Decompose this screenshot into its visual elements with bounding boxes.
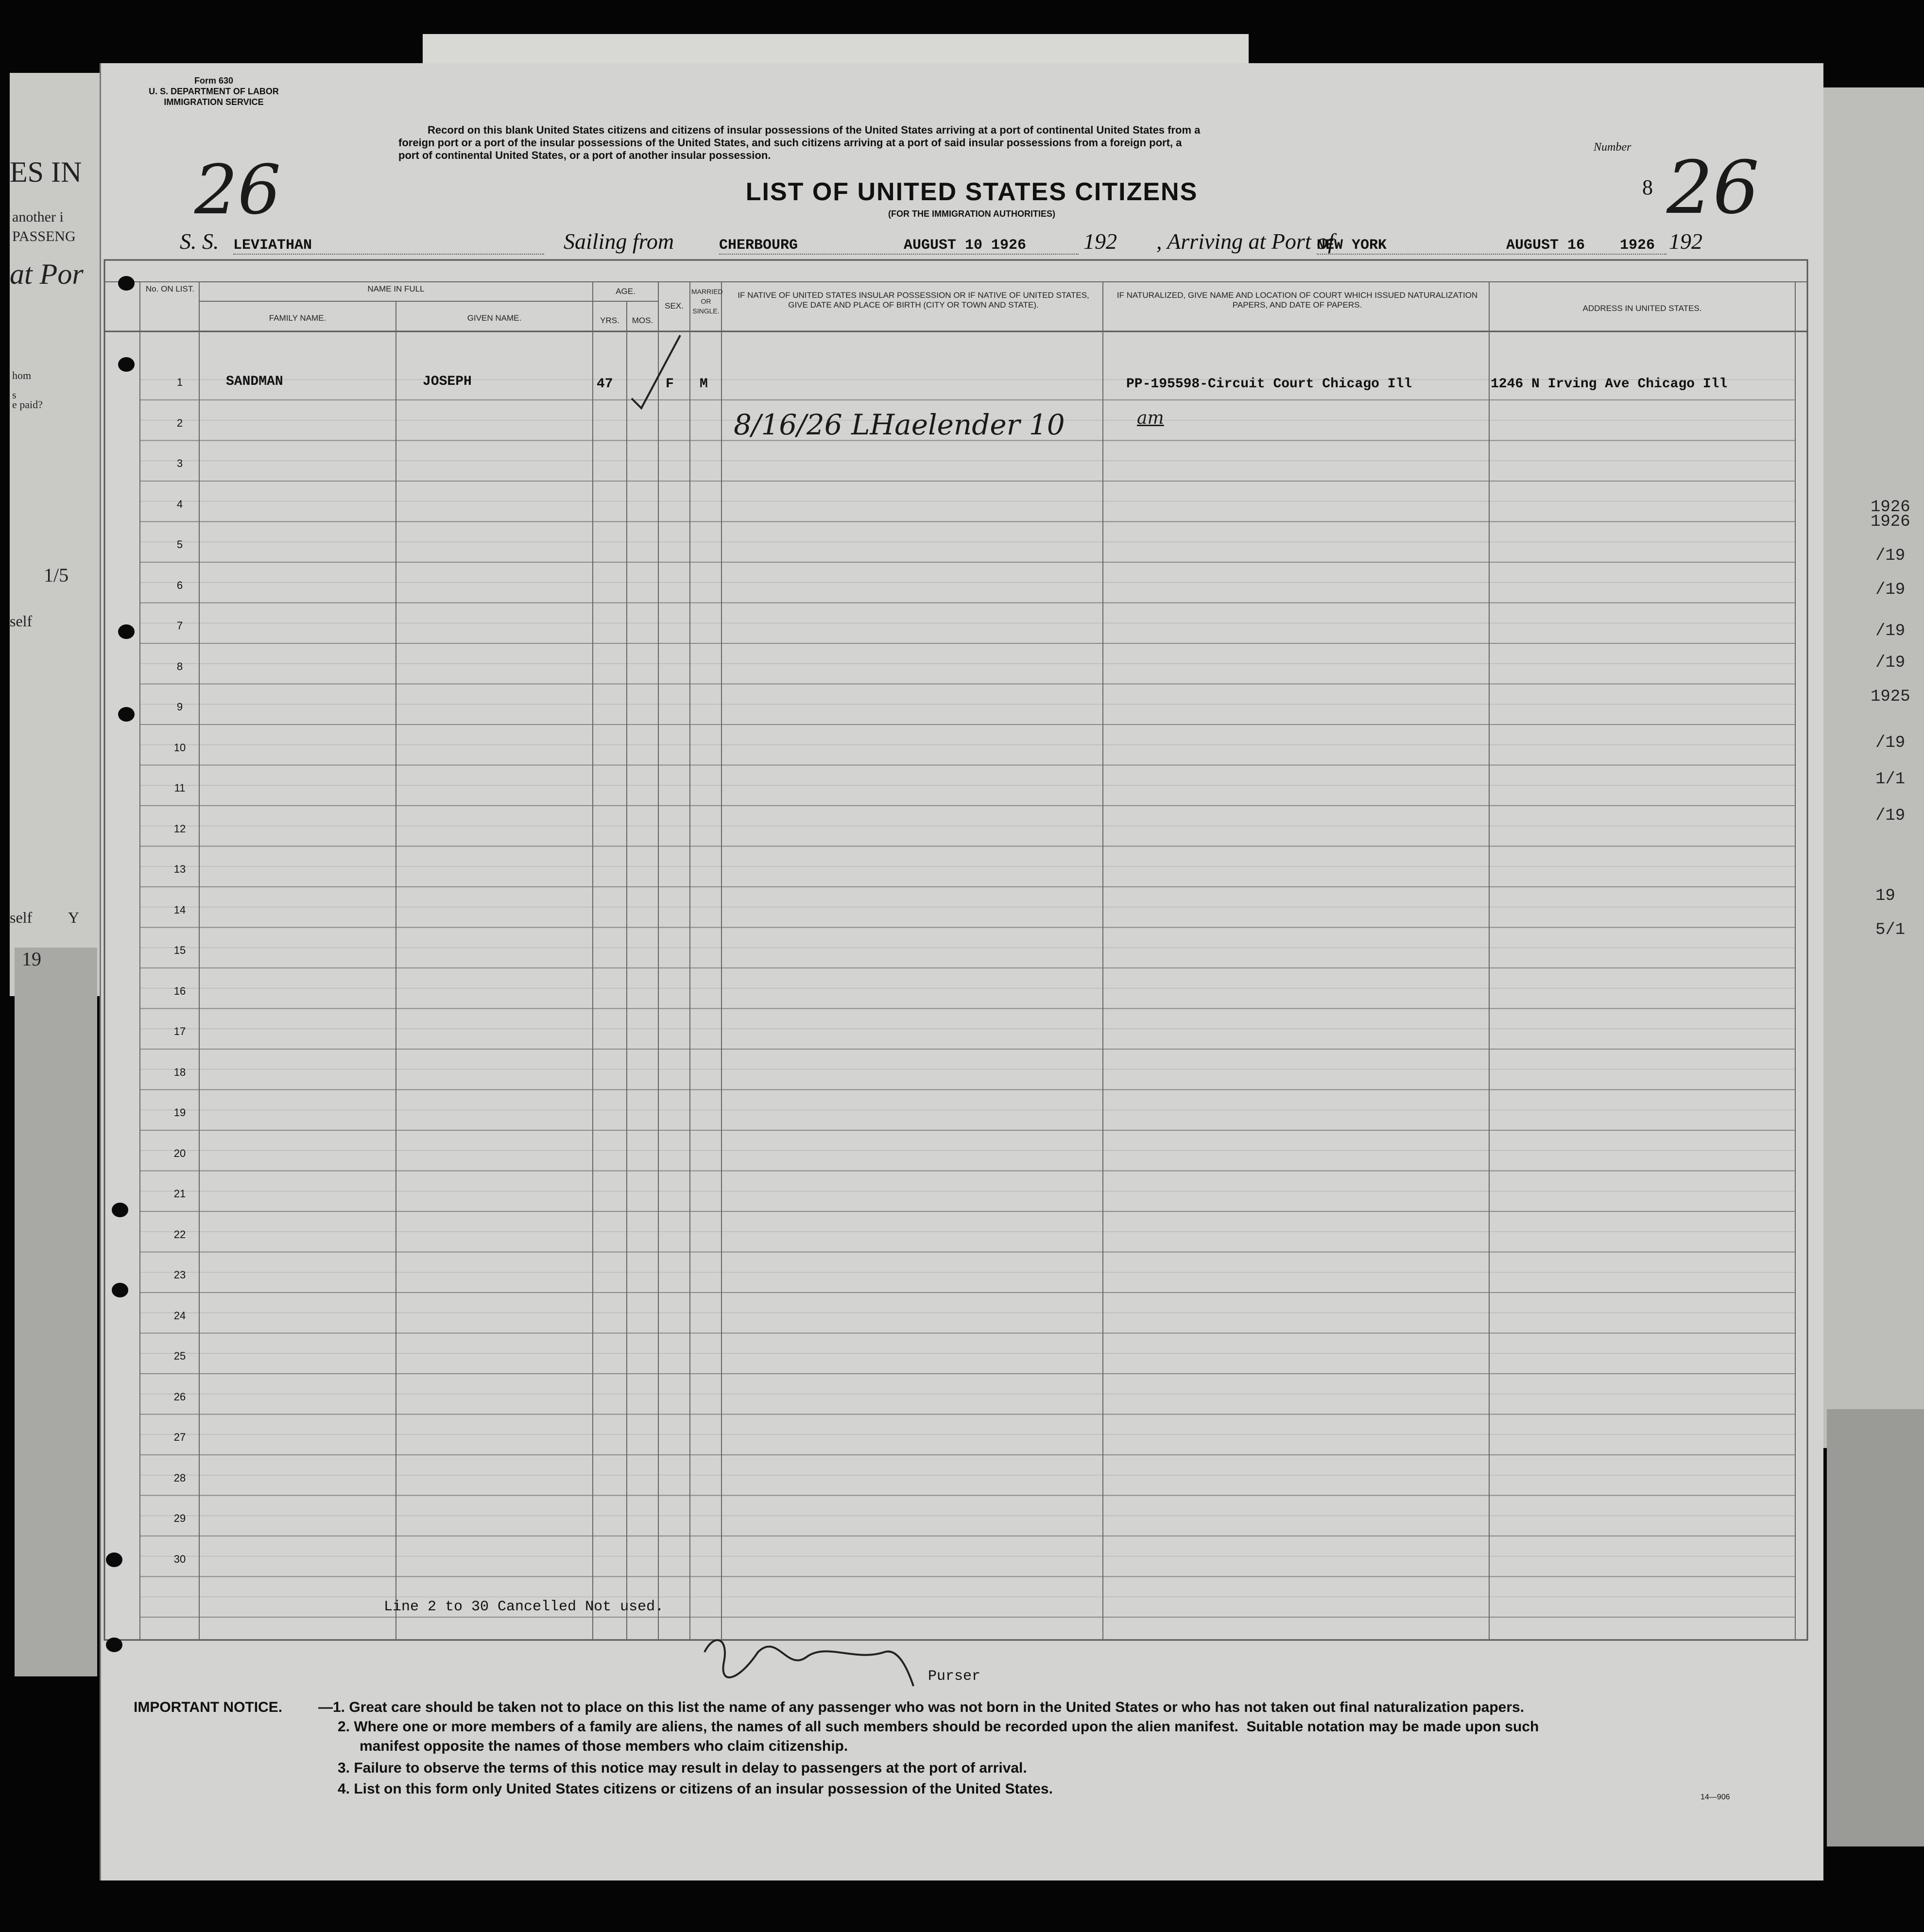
row-number: 2 [176, 416, 183, 429]
ss-label: S. S. [180, 229, 219, 254]
row-number: 15 [173, 944, 186, 956]
notice-item: 2. Where one or more members of a family are aliens, the names of all such members should be recorded upon the alien manifest. Suitable notation may be made upon such [338, 1719, 1539, 1735]
arrival-port: NEW YORK [1317, 237, 1666, 255]
entry-family-name: SANDMAN [226, 374, 283, 389]
purser-label: Purser [928, 1668, 981, 1685]
row-number: 10 [173, 741, 186, 754]
bg-left-fragment: 1/5 [44, 564, 69, 586]
row-number: 30 [173, 1552, 186, 1565]
important-notice-heading: IMPORTANT NOTICE. [134, 1699, 283, 1715]
sailing-date: AUGUST 10 1926 [904, 237, 1027, 254]
entry-naturalization: PP-195598-Circuit Court Chicago Ill [1126, 377, 1412, 392]
department-name: U. S. DEPARTMENT OF LABOR [149, 86, 279, 96]
header-given-name: GIVEN NAME. [467, 313, 522, 323]
bg-left-fragment: s [12, 389, 17, 401]
row-number: 3 [176, 457, 183, 469]
bg-right-fragment: /19 [1875, 654, 1906, 672]
bg-left-fragment: hom [12, 369, 32, 381]
row-number: 17 [173, 1025, 186, 1037]
header-yrs: YRS. [600, 316, 619, 325]
header-mos: MOS. [632, 316, 653, 325]
bg-left-fragment: self [10, 612, 33, 630]
header-native-birth: IF NATIVE OF UNITED STATES INSULAR POSSESSION OR IF NATIVE OF UNITED STATES, GIVE DATE AND PLACE OF BIRTH (CITY OR TOWN AND STATE). [738, 291, 1089, 310]
binder-hole [118, 276, 135, 291]
binder-hole [112, 1203, 128, 1217]
row-number: 13 [173, 863, 186, 875]
row-number: 7 [176, 620, 183, 632]
record-line: foreign port or a port of the insular possessions of the United States, and such citizens arriving at a port of said insular possessions from a foreign port, a [398, 137, 1182, 149]
notice-item: 4. List on this form only United States citizens or citizens of an insular possession of the United States. [338, 1781, 1053, 1797]
record-line: Record on this blank United States citizens and citizens of insular possessions of the United States arriving at a port of continental United States from a [428, 124, 1201, 136]
year-suffix: 192 [1083, 229, 1117, 254]
sailing-from-label: Sailing from [564, 229, 674, 254]
header-naturalized: IF NATURALIZED, GIVE NAME AND LOCATION OF COURT WHICH ISSUED NATURALIZATION PAPERS, AND DATE OF PAPERS. [1117, 291, 1478, 310]
row-number: 29 [173, 1512, 186, 1524]
entry-married-single: M [700, 377, 708, 392]
bg-right-fragment: /19 [1875, 734, 1906, 752]
row-number: 21 [173, 1188, 186, 1200]
bg-left-fragment: 19 [22, 948, 41, 970]
entry-age-years: 47 [597, 377, 613, 392]
ship-name: LEVIATHAN [233, 237, 544, 255]
binder-hole [106, 1552, 122, 1567]
bg-left-fragment: Y [68, 909, 80, 926]
notice-item: 3. Failure to observe the terms of this notice may result in delay to passengers at the port of arrival. [338, 1760, 1027, 1776]
header-address: ADDRESS IN UNITED STATES. [1582, 304, 1702, 313]
row-number: 25 [173, 1350, 186, 1362]
bg-left-fragment: self [10, 909, 33, 926]
header-family-name: FAMILY NAME. [269, 313, 326, 323]
row-number: 1 [176, 376, 183, 388]
year-suffix: 192 [1669, 229, 1702, 254]
row-number: 23 [173, 1269, 186, 1281]
bg-right-fragment: 5/1 [1875, 921, 1906, 939]
row-number: 11 [174, 782, 186, 794]
inspection-note: 8/16/26 LHaelender 10 [734, 408, 1065, 441]
header-age: AGE. [616, 287, 636, 296]
page-title: LIST OF UNITED STATES CITIZENS [745, 178, 1198, 206]
row-number: 8 [176, 660, 183, 673]
bg-right-fragment: /19 [1875, 622, 1906, 640]
bg-right-fragment: 1925 [1871, 688, 1910, 706]
arriving-label: , Arriving at Port of [1156, 229, 1334, 254]
number-prefix: 8 [1642, 175, 1653, 199]
form-code: 14—906 [1701, 1793, 1730, 1801]
row-number: 19 [173, 1106, 186, 1119]
binder-hole [118, 624, 135, 639]
header-name-in-full: NAME IN FULL [367, 284, 425, 293]
header-sex: SEX. [665, 301, 684, 310]
bg-right-fragment: /19 [1875, 807, 1906, 825]
bg-right-fragment: /19 [1875, 547, 1906, 565]
bg-right-fragment: 1926 [1871, 513, 1910, 531]
sailing-port: CHERBOURG [719, 237, 1079, 255]
row-number: 5 [176, 538, 183, 551]
bg-left-fragment: e paid? [12, 398, 43, 411]
row-number: 20 [173, 1147, 186, 1159]
cancelled-note: Line 2 to 30 Cancelled Not used. [384, 1599, 664, 1615]
row-number: 4 [176, 498, 183, 510]
entry-given-name: JOSEPH [423, 374, 472, 389]
record-line: port of continental United States, or a port of another insular possession. [398, 149, 771, 161]
notice-item: —1. Great care should be taken not to place on this list the name of any passenger who was not born in the United States or who has not taken out final naturalization papers. [318, 1699, 1525, 1715]
entry-sex: F [666, 377, 674, 392]
row-number: 16 [173, 984, 186, 997]
bg-left-fragment: ES IN [10, 156, 82, 188]
notice-item: manifest opposite the names of those members who claim citizenship. [360, 1738, 848, 1754]
row-number: 18 [173, 1066, 186, 1078]
bg-left-fragment: PASSENG [12, 228, 76, 244]
handwritten-page-number: 26 [194, 151, 281, 230]
bg-right-fragment: /19 [1875, 581, 1906, 599]
row-number: 27 [173, 1431, 186, 1443]
binder-hole [106, 1638, 122, 1652]
bg-right-fragment: 1/1 [1875, 770, 1906, 789]
row-number: 22 [173, 1228, 186, 1241]
bg-right-fragment: 1926 [1871, 498, 1910, 517]
binder-hole [118, 357, 135, 372]
service-name: IMMIGRATION SERVICE [164, 97, 264, 107]
bg-right-fragment: 19 [1875, 887, 1895, 905]
entry-address: 1246 N Irving Ave Chicago Ill [1491, 377, 1728, 392]
row-number: 26 [173, 1390, 186, 1403]
header-no-on-list: No. ON LIST. [145, 284, 195, 293]
row-number: 24 [173, 1309, 186, 1322]
binder-hole [118, 707, 135, 722]
inspection-time: am [1137, 408, 1164, 428]
row-number: 9 [176, 701, 183, 713]
arrival-date: AUGUST 16 1926 [1506, 237, 1655, 254]
page-subtitle: (FOR THE IMMIGRATION AUTHORITIES) [888, 209, 1055, 219]
form-number: Form 630 [194, 76, 234, 86]
binder-hole [112, 1283, 128, 1297]
bg-left-fragment: another i [12, 209, 64, 225]
row-number: 14 [173, 903, 186, 916]
row-number: 6 [176, 579, 183, 591]
header-married-single: MARRIED OR SINGLE. [691, 288, 723, 315]
row-number: 28 [173, 1471, 186, 1484]
row-number: 12 [173, 822, 186, 835]
number-label: Number [1594, 141, 1632, 154]
handwritten-list-number: 26 [1666, 146, 1759, 230]
bg-left-fragment: at Por [10, 258, 84, 290]
